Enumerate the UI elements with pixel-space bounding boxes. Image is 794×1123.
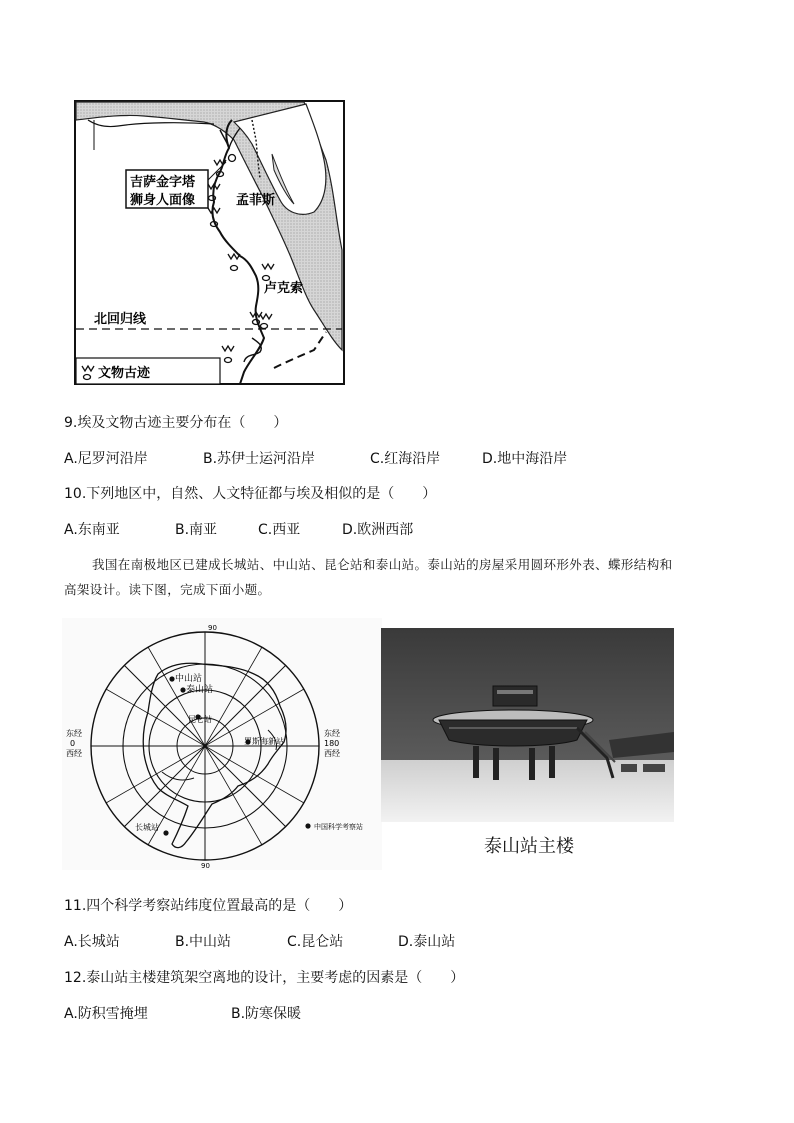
q10-option-a[interactable]: A.东南亚 <box>64 522 120 538</box>
q10-option-b[interactable]: B.南亚 <box>175 522 218 538</box>
q11-option-d[interactable]: D.泰山站 <box>398 934 456 950</box>
q11-option-c[interactable]: C.昆仑站 <box>287 934 344 950</box>
q9-option-d[interactable]: D.地中海沿岸 <box>482 451 568 467</box>
label-west-2: 西经 <box>324 749 340 758</box>
antarctica-map-figure <box>62 618 382 870</box>
label-bottom-90: 90 <box>201 862 210 870</box>
egypt-map-figure <box>74 100 346 386</box>
q12-option-b[interactable]: B.防寒保暖 <box>231 1006 302 1022</box>
intro-line-2: 高架设计。读下图，完成下面小题。 <box>64 582 271 597</box>
taishan-photo-figure <box>381 628 674 822</box>
q11-option-a[interactable]: A.长城站 <box>64 934 120 950</box>
q11-option-b[interactable]: B.中山站 <box>175 934 232 950</box>
question-11: 11.四个科学考察站纬度位置最高的是（ ） <box>64 898 353 914</box>
label-east-2: 东经 <box>324 729 340 738</box>
photo-caption: 泰山站主楼 <box>484 836 574 857</box>
label-taishan: 泰山站 <box>186 685 214 695</box>
label-zhongshan: 中山站 <box>175 674 203 684</box>
q9-option-a[interactable]: A.尼罗河沿岸 <box>64 451 148 467</box>
label-kunlun: 昆仑站 <box>188 715 212 724</box>
label-zero: 0 <box>70 739 76 748</box>
q10-option-d[interactable]: D.欧洲西部 <box>342 522 414 538</box>
q10-option-c[interactable]: C.西亚 <box>258 522 301 538</box>
taishan-photo <box>381 628 674 822</box>
question-9: 9.埃及文物古迹主要分布在（ ） <box>64 415 288 431</box>
intro-paragraph <box>64 552 734 602</box>
label-sphinx: 狮身人面像 <box>130 193 196 208</box>
label-ross: 罗斯海新站 <box>244 737 284 746</box>
label-tropic: 北回归线 <box>94 312 147 327</box>
q9-option-b[interactable]: B.苏伊士运河沿岸 <box>203 451 316 467</box>
label-changcheng: 长城站 <box>135 823 159 832</box>
question-10: 10.下列地区中，自然、人文特征都与埃及相似的是（ ） <box>64 486 437 502</box>
q12-option-a[interactable]: A.防积雪掩埋 <box>64 1006 148 1022</box>
label-top-90: 90 <box>208 624 217 632</box>
egypt-map <box>74 100 346 386</box>
label-west: 西经 <box>66 749 82 758</box>
legend-label: 文物古迹 <box>98 366 151 381</box>
label-pyramids: 吉萨金字塔 <box>130 175 196 190</box>
question-12: 12.泰山站主楼建筑架空离地的设计，主要考虑的因素是（ ） <box>64 970 465 986</box>
label-180: 180 <box>324 739 340 748</box>
label-luxor: 卢克索 <box>264 281 304 296</box>
label-east: 东经 <box>66 729 82 738</box>
q9-option-c[interactable]: C.红海沿岸 <box>370 451 441 467</box>
legend-dot <box>305 823 310 828</box>
antarctica-map <box>62 618 382 870</box>
intro-line-1: 我国在南极地区已建成长城站、中山站、昆仑站和泰山站。泰山站的房屋采用圆环形外表、蝶形结构和 <box>92 557 673 572</box>
legend-station: 中国科学考察站 <box>314 823 363 831</box>
label-memphis: 孟菲斯 <box>236 193 276 208</box>
